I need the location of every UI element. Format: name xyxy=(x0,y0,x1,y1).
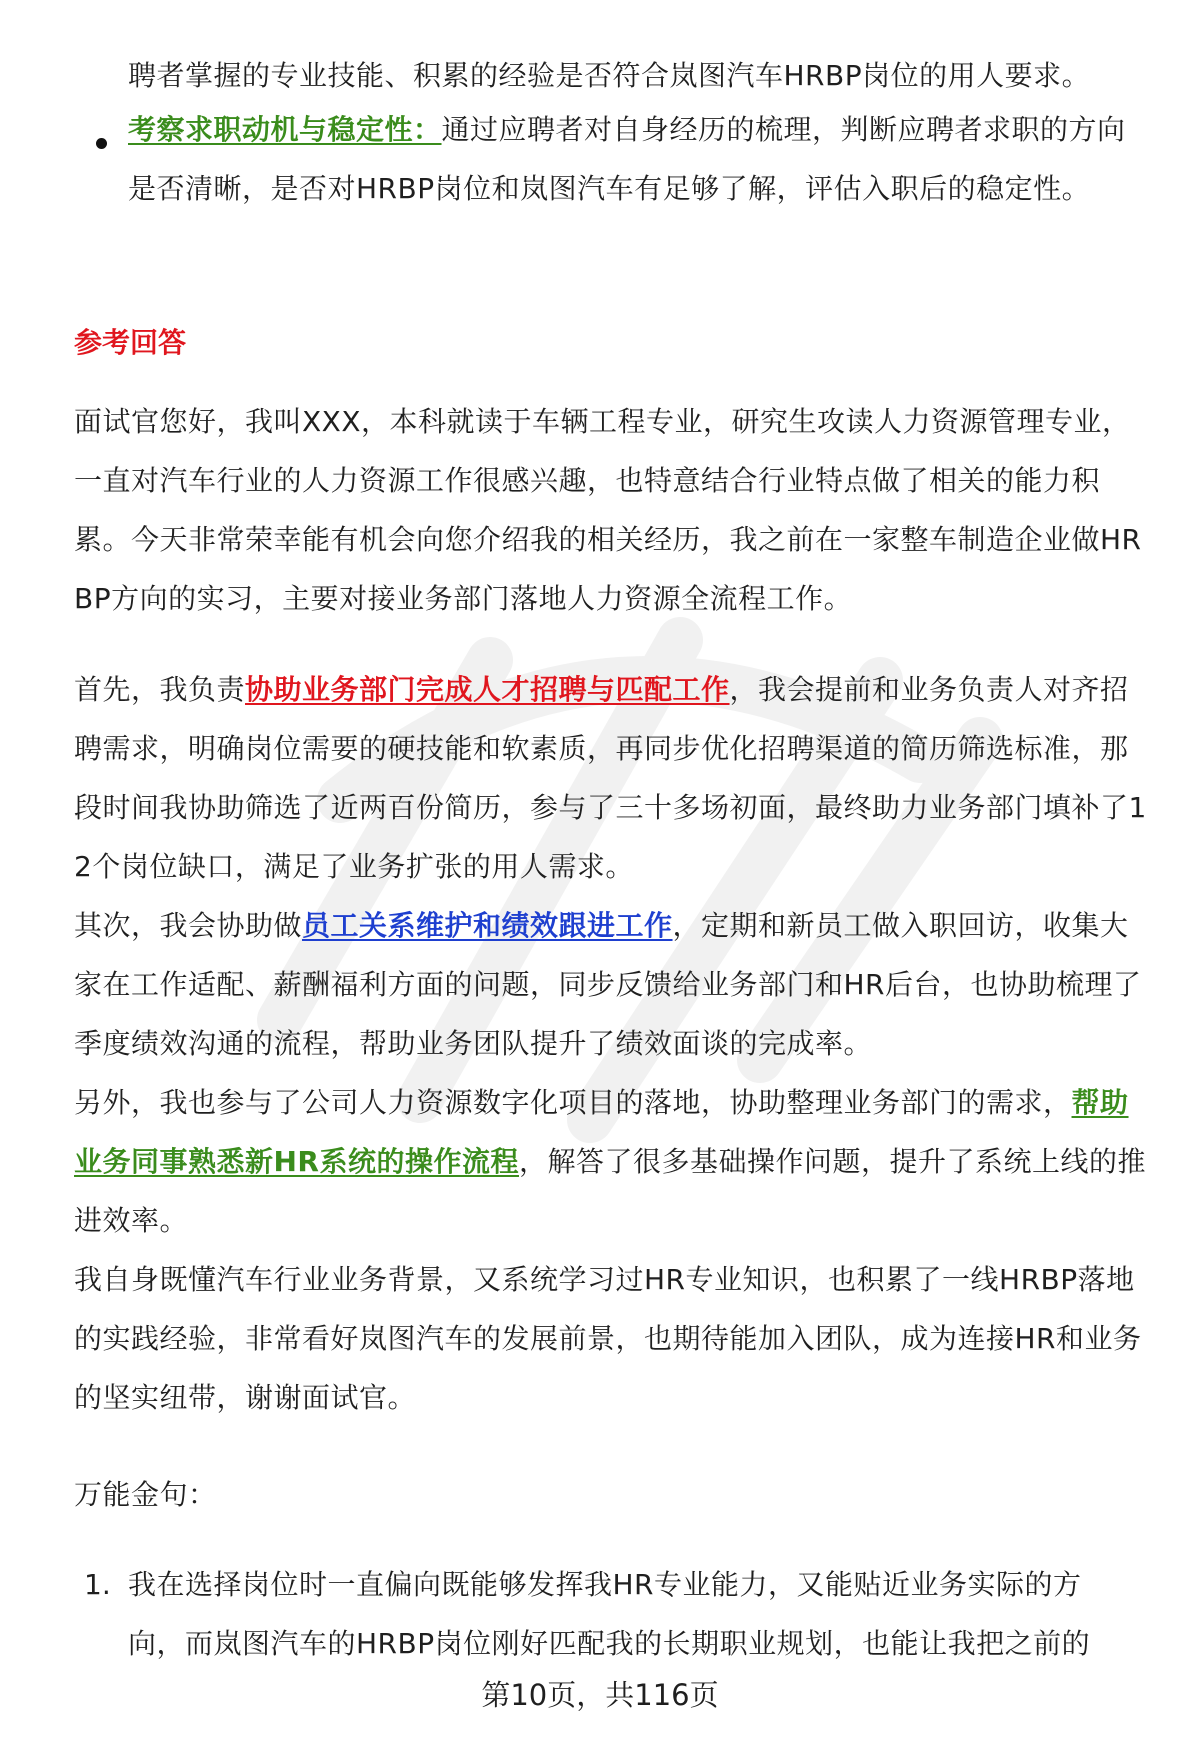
p3-lead: 另外，我也参与了公司人力资源数字化项目的落地，协助整理业务部门的需求， xyxy=(74,1086,1072,1119)
intro-paragraph: 面试官您好，我叫XXX，本科就读于车辆工程专业，研究生攻读人力资源管理专业，一直对汽车行业的人力资源工作很感兴趣，也特意结合行业特点做了相关的能力积累。今天非常荣幸能有机会向您介绍我的相关经历，我之前在一家整车制造企业做HRBP方向的实习，主要对接业务部门落地人力资源全流程工作。 xyxy=(74,405,1142,615)
bullet-dot xyxy=(96,138,107,149)
bullet-text: 通过应聘者对自身经历的梳理，判断应聘者求职的方向是否清晰，是否对HRBP岗位和岚图汽车有足够了解，评估入职后的稳定性。 xyxy=(128,113,1126,205)
p2-highlight: 员工关系维护和绩效跟进工作 xyxy=(302,909,673,942)
closing-paragraph: 我自身既懂汽车行业业务背景，又系统学习过HR专业知识，也积累了一线HRBP落地的实践经验，非常看好岚图汽车的发展前景，也期待能加入团队，成为连接HR和业务的坚实纽带，谢谢面试官。 xyxy=(74,1263,1142,1414)
section-heading-reference-answer: 参考回答 xyxy=(74,326,187,359)
paragraph-recruitment xyxy=(74,660,1154,896)
continuation-text: 聘者掌握的专业技能、积累的经验是否符合岚图汽车HRBP岗位的用人要求。 xyxy=(128,59,1091,92)
page-number: 第10页，共116页 xyxy=(481,1678,719,1712)
bullet-item-motivation xyxy=(128,100,1138,218)
list-item-number: 1. xyxy=(84,1568,111,1601)
paragraph-digitalization xyxy=(74,1073,1154,1250)
p3-highlight: 帮助业务同事熟悉新HR系统的操作流程 xyxy=(74,1086,1129,1178)
p1-highlight: 协助业务部门完成人才招聘与匹配工作 xyxy=(245,673,730,706)
golden-sentences-title: 万能金句： xyxy=(74,1478,217,1511)
p2-rest: ，定期和新员工做入职回访，收集大家在工作适配、薪酬福利方面的问题，同步反馈给业务部门和HR后台，也协助梳理了季度绩效沟通的流程，帮助业务团队提升了绩效面谈的完成率。 xyxy=(74,909,1142,1060)
p1-lead: 首先，我负责 xyxy=(74,673,246,706)
list-item: 我在选择岗位时一直偏向既能够发挥我HR专业能力，又能贴近业务实际的方向，而岚图汽车的HRBP岗位刚好匹配我的长期职业规划，也能让我把之前的 xyxy=(128,1568,1091,1660)
p3-rest: ，解答了很多基础操作问题，提升了系统上线的推进效率。 xyxy=(74,1145,1147,1237)
bullet-label: 考察求职动机与稳定性： xyxy=(128,113,442,146)
p2-lead: 其次，我会协助做 xyxy=(74,909,303,942)
paragraph-employee-relations xyxy=(74,896,1154,1073)
p1-rest: ，我会提前和业务负责人对齐招聘需求，明确岗位需要的硬技能和软素质，再同步优化招聘渠道的简历筛选标准，那段时间我协助筛选了近两百份简历，参与了三十多场初面，最终助力业务部门填补了12个岗位缺口，满足了业务扩张的用人需求。 xyxy=(74,673,1147,883)
